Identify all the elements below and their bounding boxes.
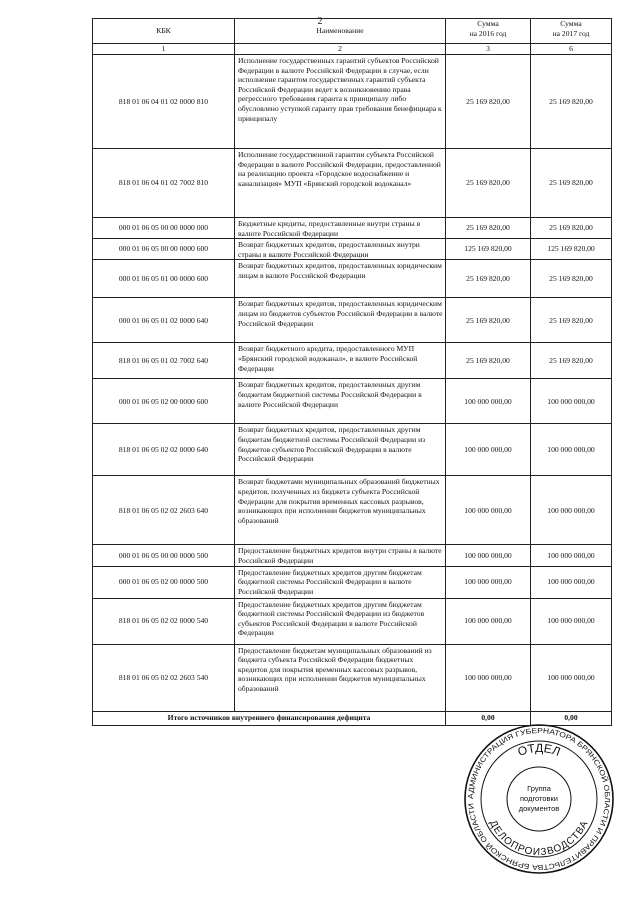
stamp-dept-bottom: ДЕЛОПРОИЗВОДСТВА xyxy=(487,818,591,859)
stamp-center-line: подготовки xyxy=(520,794,558,803)
col-number: 6 xyxy=(531,44,612,55)
kbk-code: 000 01 06 05 01 02 0000 640 xyxy=(93,298,235,343)
stamp-dept-top: ОТДЕЛ xyxy=(515,740,563,759)
col-number: 3 xyxy=(446,44,531,55)
row-name: Исполнение государственных гарантий субъектов Российской Федерации в валюте Российской Федерации в случае, если исполнение гарантом государственных гарантий субъекта Российской Федерации ведет к возникновению права регрессного требования гаранта к принципалу либо обусловлено уступкой гаранту прав требования бенефициара к принципалу xyxy=(235,55,446,149)
sum-2017: 25 169 820,00 xyxy=(531,149,612,218)
table-row xyxy=(93,343,612,379)
sum-2016: 100 000 000,00 xyxy=(446,424,531,476)
kbk-code: 818 01 06 04 01 02 0000 810 xyxy=(93,55,235,149)
official-stamp xyxy=(462,722,616,876)
sum-2016: 25 169 820,00 xyxy=(446,298,531,343)
stamp-outer-text: АДМИНИСТРАЦИЯ ГУБЕРНАТОРА БРЯНСКОЙ ОБЛАСТИ И ПРАВИТЕЛЬСТВА БРЯНСКОЙ ОБЛАСТИ xyxy=(465,725,613,873)
kbk-code: 818 01 06 05 02 02 0000 540 xyxy=(93,598,235,644)
table-row xyxy=(93,149,612,218)
sum-2016: 125 169 820,00 xyxy=(446,239,531,260)
table-row xyxy=(93,260,612,298)
table-row xyxy=(93,566,612,598)
row-name: Возврат бюджетных кредитов, предоставленных юридическим лицам из бюджетов субъектов Российской Федерации в валюте Российской Федерации xyxy=(235,298,446,343)
sum-2017: 25 169 820,00 xyxy=(531,218,612,239)
row-name: Исполнение государственной гарантии субъекта Российской Федерации в валюте Российской Федерации, предоставленной на реализацию проекта «Городское водоснабжение и канализация» МУП «Брянский городской водоканал» xyxy=(235,149,446,218)
sum-2016: 100 000 000,00 xyxy=(446,379,531,424)
table-row xyxy=(93,424,612,476)
row-name: Бюджетные кредиты, предоставленные внутри страны в валюте Российской Федерации xyxy=(235,218,446,239)
table-row xyxy=(93,239,612,260)
sum-2016: 25 169 820,00 xyxy=(446,343,531,379)
row-name: Предоставление бюджетных кредитов внутри страны в валюте Российской Федерации xyxy=(235,545,446,566)
page-number: 2 xyxy=(317,16,323,27)
header-name: Наименование xyxy=(235,19,446,44)
row-name: Возврат бюджетного кредита, предоставленного МУП «Брянский городской водоканал», в валюте Российской Федерации xyxy=(235,343,446,379)
col-number: 1 xyxy=(93,44,235,55)
kbk-code: 000 01 06 05 00 00 0000 600 xyxy=(93,239,235,260)
sum-2016: 25 169 820,00 xyxy=(446,149,531,218)
row-name: Предоставление бюджетам муниципальных образований из бюджета субъекта Российской Федерации бюджетных кредитов для покрытия временных кассовых разрывов, возникающих при исполнении бюджетов муниципальных образований xyxy=(235,644,446,711)
row-name: Возврат бюджетных кредитов, предоставленных юридическим лицам в валюте Российской Федерации xyxy=(235,260,446,298)
table-row xyxy=(93,476,612,545)
sum-2016: 25 169 820,00 xyxy=(446,218,531,239)
table-row xyxy=(93,298,612,343)
stamp-center-line: Группа xyxy=(527,784,551,793)
sum-2016: 25 169 820,00 xyxy=(446,55,531,149)
col-number: 2 xyxy=(235,44,446,55)
sum-2017: 100 000 000,00 xyxy=(531,424,612,476)
sum-2017: 25 169 820,00 xyxy=(531,260,612,298)
kbk-code: 818 01 06 05 02 02 0000 640 xyxy=(93,424,235,476)
sum-2017: 100 000 000,00 xyxy=(531,566,612,598)
sum-2016: 100 000 000,00 xyxy=(446,566,531,598)
total-label: Итого источников внутреннего финансирования дефицита xyxy=(93,711,446,725)
kbk-code: 000 01 06 05 01 00 0000 600 xyxy=(93,260,235,298)
row-name: Возврат бюджетами муниципальных образований бюджетных кредитов, полученных из бюджета субъекта Российской Федерации для покрытия временных кассовых разрывов, возникающих при исполнении бюджетов муниципальных образований xyxy=(235,476,446,545)
sum-2016: 100 000 000,00 xyxy=(446,476,531,545)
kbk-code: 818 01 06 05 02 02 2603 640 xyxy=(93,476,235,545)
total-sum-2016: 0,00 xyxy=(446,711,531,725)
sum-2017: 100 000 000,00 xyxy=(531,545,612,566)
sum-2017: 100 000 000,00 xyxy=(531,644,612,711)
table-row xyxy=(93,379,612,424)
sum-2017: 100 000 000,00 xyxy=(531,598,612,644)
row-name: Возврат бюджетных кредитов, предоставленных внутри страны в валюте Российской Федерации xyxy=(235,239,446,260)
sum-2017: 25 169 820,00 xyxy=(531,298,612,343)
sum-2016: 25 169 820,00 xyxy=(446,260,531,298)
kbk-code: 000 01 06 05 02 00 0000 500 xyxy=(93,566,235,598)
row-name: Возврат бюджетных кредитов, предоставленных другим бюджетам бюджетной системы Российской Федерации из бюджетов субъектов Российской Федерации в валюте Российской Федерации xyxy=(235,424,446,476)
kbk-code: 818 01 06 05 02 02 2603 540 xyxy=(93,644,235,711)
sum-2017: 25 169 820,00 xyxy=(531,55,612,149)
row-name: Предоставление бюджетных кредитов другим бюджетам бюджетной системы Российской Федерации из бюджетов субъектов Российской Федерации в валюте Российской Федерации xyxy=(235,598,446,644)
kbk-code: 818 01 06 05 01 02 7002 640 xyxy=(93,343,235,379)
kbk-code: 000 01 06 05 00 00 0000 500 xyxy=(93,545,235,566)
sum-2017: 25 169 820,00 xyxy=(531,343,612,379)
sum-2016: 100 000 000,00 xyxy=(446,598,531,644)
sum-2016: 100 000 000,00 xyxy=(446,644,531,711)
kbk-code: 818 01 06 04 01 02 7002 810 xyxy=(93,149,235,218)
sum-2017: 125 169 820,00 xyxy=(531,239,612,260)
sum-2017: 100 000 000,00 xyxy=(531,476,612,545)
stamp-center-line: документов xyxy=(518,804,560,813)
table-row xyxy=(93,218,612,239)
table-row xyxy=(93,55,612,149)
kbk-code: 000 01 06 05 00 00 0000 000 xyxy=(93,218,235,239)
header-sum-2016: Сумма на 2016 год xyxy=(446,19,531,44)
sources-table xyxy=(92,18,612,726)
sum-2017: 100 000 000,00 xyxy=(531,379,612,424)
table-row xyxy=(93,644,612,711)
row-name: Возврат бюджетных кредитов, предоставленных другим бюджетам бюджетной системы Российской Федерации в валюте Российской Федерации xyxy=(235,379,446,424)
header-sum-2017: Сумма на 2017 год xyxy=(531,19,612,44)
kbk-code: 000 01 06 05 02 00 0000 600 xyxy=(93,379,235,424)
table-row xyxy=(93,598,612,644)
table-row xyxy=(93,545,612,566)
sum-2016: 100 000 000,00 xyxy=(446,545,531,566)
total-sum-2017: 0,00 xyxy=(531,711,612,725)
header-kbk: КБК xyxy=(93,19,235,44)
row-name: Предоставление бюджетных кредитов другим бюджетам бюджетной системы Российской Федерации в валюте Российской Федерации xyxy=(235,566,446,598)
